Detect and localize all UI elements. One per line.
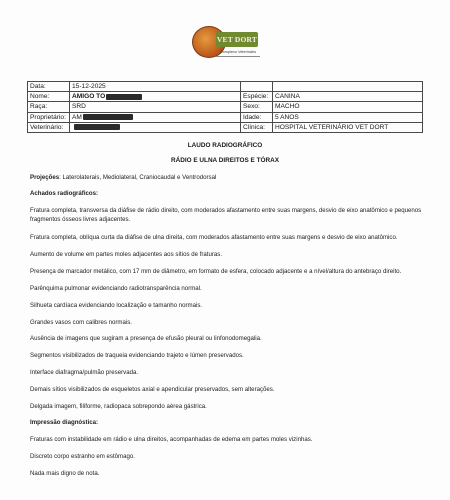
info-row [28,102,423,112]
veterinario-cell [70,122,241,132]
achado-item: Fratura completa, oblíqua curta da diáfise de ulna direita, com moderados afastamento entre suas margens e desvio de eixo anatômico. [30,234,398,241]
achado-item: Delgada imagem, filiforme, radiopaca sobrepondo aérea gástrica. [30,403,207,410]
nome-label: Nome: [28,92,70,102]
patient-info-table [27,81,423,133]
projecoes-line [30,173,425,182]
report-subtitle: RÁDIO E ULNA DIREITOS E TÓRAX [171,157,279,164]
projecoes-label: Projeções [30,174,60,181]
sexo-label: Sexo: [241,102,273,112]
info-row [28,112,423,122]
clinic-logo [192,24,262,60]
impressao-item: Nada mais digno de nota. [30,470,100,477]
impressao-item: Discreto corpo estranho em estômago. [30,453,135,460]
veterinario-label: Veterinário: [28,122,70,132]
redaction-mark [106,94,142,100]
data-value: 15-12-2025 [70,82,241,92]
proprietario-value: AM [72,113,82,121]
redaction-mark [74,124,120,130]
achado-item: Presença de marcador metálico, com 17 mm de diâmetro, em formato de esfera, colocado adjacente e a nível/altura do antebraço direito. [30,268,402,275]
nome-value: AMIGO TO [72,93,106,101]
info-row [28,82,423,92]
achado-item: Aumento de volume em partes moles adjacentes aos sítios de fraturas. [30,251,223,258]
achados-label: Achados radiográficos: [30,190,99,197]
achado-item: Parênquima pulmonar evidenciando radiotransparência normal. [30,285,202,292]
especie-label: Espécie: [241,92,273,102]
achado-item: Ausência de imagens que sugiram a presença de efusão pleural ou linfonodomegalia. [30,335,262,342]
raca-label: Raça: [28,102,70,112]
achado-item: Grandes vasos com calibres normais. [30,319,132,326]
info-row [28,92,423,102]
clinica-value: HOSPITAL VETERINÁRIO VET DORT [273,122,423,132]
data-label: Data: [28,82,70,92]
clinica-label: Clínica: [241,122,273,132]
impressao-item: Fraturas com instabilidade em rádio e ulna direitos, acompanhadas de edema em partes moles vizinhas. [30,436,313,443]
achado-item: Demais sítios visibilizados de esqueletos axial e apendicular preservados, sem alterações. [30,386,275,393]
projecoes-text: : Laterolaterais, Mediolateral, Craniocaudal e Ventrodorsal [59,174,217,181]
proprietario-label: Proprietário: [28,112,70,122]
raca-value: SRD [70,102,241,112]
achado-item: Segmentos visibilizados de traqueia evidenciando trajeto e lúmen preservados. [30,352,244,359]
nome-cell [70,92,241,102]
idade-label: Idade: [241,112,273,122]
empty-cell [241,82,273,92]
logo-brand: VET DORT [216,32,258,47]
proprietario-cell [70,112,241,122]
report-title: LAUDO RADIOGRÁFICO [187,142,263,149]
idade-value: 5 ANOS [273,112,423,122]
redaction-mark [83,114,133,120]
impressao-label: Impressão diagnóstica: [30,419,99,426]
empty-cell [273,82,423,92]
logo-tagline: Complexo Veterinário [216,48,260,57]
info-row [28,122,423,132]
especie-value: CANINA [273,92,423,102]
achado-item: Interface diafragma/pulmão preservada. [30,369,139,376]
sexo-value: MACHO [273,102,423,112]
achado-item: Fratura completa, transversa da diáfise de rádio direito, com moderados afastamento entre suas margens, desvio de eixo anatômico e pequenos fragmentos ósseos livres adjacentes. [30,207,422,223]
achado-item: Silhueta cardíaca evidenciando localização e tamanho normais. [30,302,203,309]
